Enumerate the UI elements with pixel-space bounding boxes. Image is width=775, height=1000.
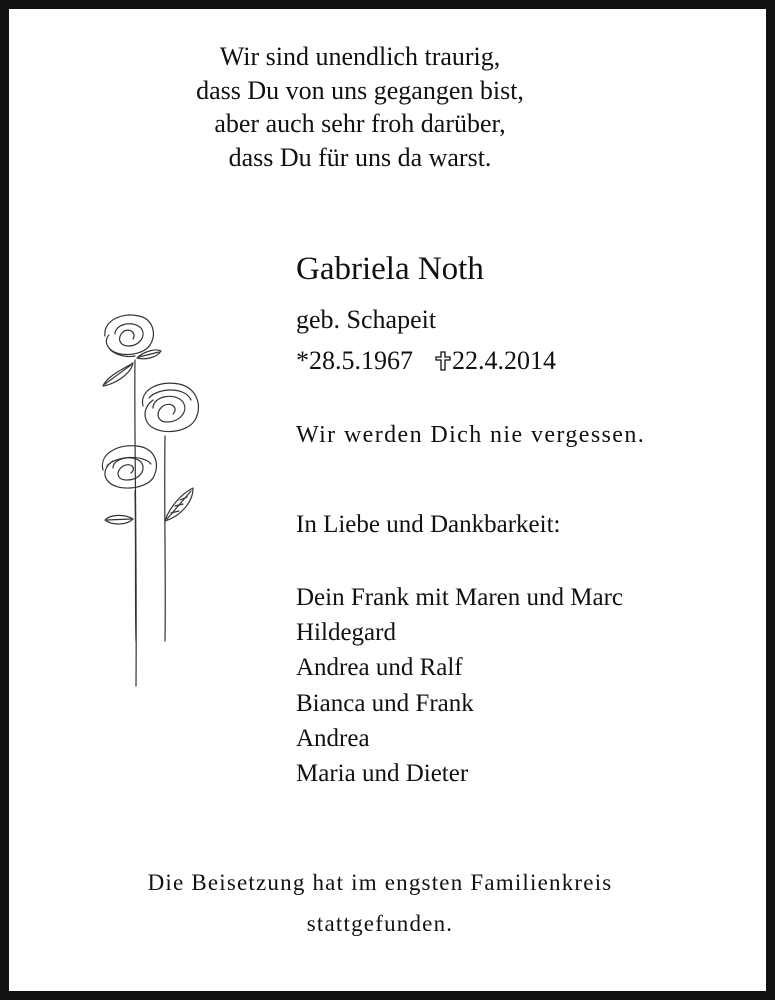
family-member: Hildegard: [296, 619, 396, 647]
family-member: Bianca und Frank: [296, 689, 474, 717]
birth-name: geb. Schapeit: [296, 305, 437, 334]
funeral-notice-line-2: stattgefunden.: [306, 911, 454, 936]
motto: Wir werden Dich nie vergessen.: [296, 422, 646, 448]
thanks-line: In Liebe und Dankbarkeit:: [296, 511, 561, 538]
deceased-name: Gabriela Noth: [296, 251, 484, 287]
family-list: [296, 580, 623, 791]
rose-drawing: [95, 308, 210, 688]
birth-date: *28.5.1967: [296, 346, 413, 375]
funeral-notice-line-1: Die Beisetzung hat im engsten Familienkreis: [147, 870, 613, 895]
life-dates: [296, 346, 556, 376]
family-member: Dein Frank mit Maren und Marc: [296, 584, 624, 611]
poem-line: dass Du für uns da warst.: [228, 142, 492, 172]
poem-line: aber auch sehr froh darüber,: [214, 109, 506, 138]
family-member: Andrea: [296, 724, 370, 752]
poem-line: Wir sind unendlich traurig,: [219, 42, 501, 71]
poem: [60, 40, 660, 174]
family-member: Andrea und Ralf: [296, 654, 463, 682]
family-member: Maria und Dieter: [296, 760, 469, 788]
poem-line: dass Du von uns gegangen bist,: [196, 75, 524, 105]
death-date: 22.4.2014: [452, 346, 556, 375]
cross-icon: [435, 351, 451, 371]
